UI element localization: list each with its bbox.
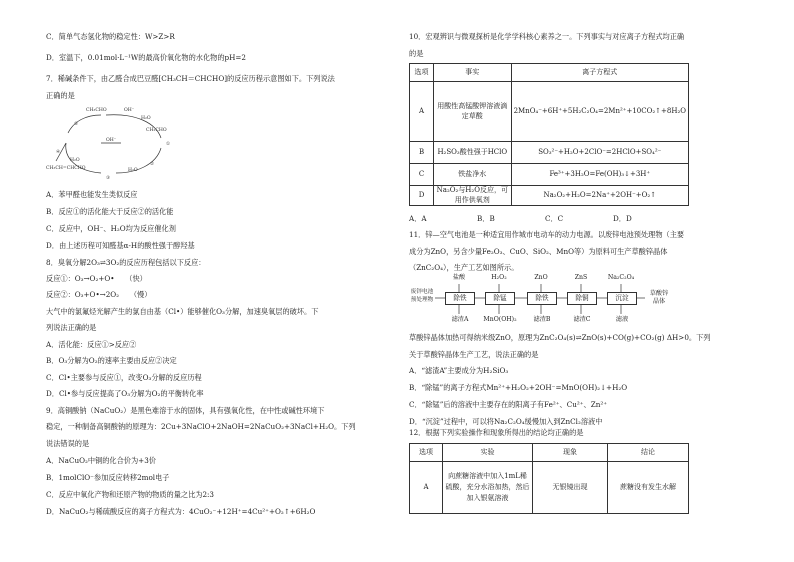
q10-table [409,63,689,206]
reaction-mechanism-diagram [46,103,196,183]
q9-option-a: A．NaCuO₂中铜的化合价为+3价 [46,456,156,465]
q10-option-c: C．C [545,214,564,223]
q12-header-phenomenon: 现象 [533,444,608,462]
diag-step-4: ④ [56,150,61,155]
q11-option-b: B．“除锰”的离子方程式Mn²⁺+H₂O₂+2OH⁻=MnO(OH)₂↓+H₂O [409,383,628,392]
q12-cell: 蔗糖没有发生水解 [608,462,689,514]
q11-text-1: 草酸锌晶体加热可得纳米级ZnO，原理为ZnC₂O₄(s)⇌ZnO(s)+CO(g)+CO₂(g) ΔH>0。下列 [409,333,711,342]
diag-label-enolate: CH₂CHO [146,128,167,133]
diag-label-h2o-2: H₂O [128,168,138,173]
q7-option-c: C．反应中，OH⁻、H₂O均为反应催化剂 [46,224,176,233]
q10-row-d [410,186,689,206]
q10-stem-2: 的是 [409,49,424,58]
q12-table [409,443,689,514]
q10-stem-1: 10．宏观辨识与微观探析是化学学科核心素养之一。下列事实与对应离子方程式均正确 [409,32,685,41]
q9-option-d: D．NaCuO₂与稀硫酸反应的离子方程式为：4CuO₂⁻+12H⁺=4Cu²⁺+O₂↑+6H₂O [46,507,316,516]
q10-option-a: A．A [409,214,427,223]
q9-stem-1: 9．高铜酸钠（NaCuO₂）是黑色难溶于水的固体，具有强氧化性，在中性或碱性环境下 [46,406,325,415]
flow-filtrate: 滤液 [615,316,629,323]
q10-cell: B [410,142,434,164]
q10-cell: H₂SO₃酸性强于HClO [434,142,512,164]
q8-stem: 8．臭氧分解2O₃⇌3O₂的反应历程包括以下反应： [46,258,206,267]
q12-cell: A [410,462,443,514]
q10-cell: 铁盐净水 [434,164,512,186]
flow-residue-b: 滤渣B [533,316,551,323]
q10-cell: 用酸性高锰酸钾溶液滴定草酸 [434,82,512,142]
q10-option-d: D．D [613,214,632,223]
q10-header-equation: 离子方程式 [511,64,688,82]
q9-stem-2: 稳定，一种制备高铜酸钠的原理为：2Cu+3NaClO+2NaOH=2NaCuO₂+3NaCl+H₂O。下列 [46,422,356,431]
q12-header-option: 选项 [410,444,443,462]
diag-step-1: ① [166,142,171,147]
diag-step-5: ⑤ [74,122,79,127]
flow-reagent-hcl: 盐酸 [452,274,466,281]
diag-label-oh-2: OH⁻ [106,138,117,143]
diag-label-h2o-3: H₂O [70,158,80,163]
flow-step-1: 除铁 [445,292,475,305]
q10-header-option: 选项 [410,64,434,82]
q12-cell: 无银镜出现 [533,462,608,514]
q11-stem-2: 成分为ZnO，另含少量Fe₂O₃、CuO、SiO₂、MnO等）为原料可生产草酸锌晶体 [409,247,668,256]
diag-step-2: ② [150,162,155,167]
q6-option-d: D．室温下，0.01mol·L⁻¹W的最高价氧化物的水化物的pH=2 [46,53,246,62]
q7-option-a: A．苯甲醛也能发生类似反应 [46,190,138,199]
q8-reaction-1: 反应①：O₃→O₂+O• （快） [46,274,147,283]
diag-label-crotonaldehyde: CH₃CH=CHCHO [46,166,86,171]
q10-option-b: B．B [477,214,495,223]
q8-option-d: D．Cl•参与反应提高了O₃分解为O₂的平衡转化率 [46,389,204,398]
diag-step-3: ③ [106,176,111,181]
flow-residue-mno: MnO(OH)₂ [483,316,517,323]
q11-stem-1: 11．锌—空气电池是一种适宜用作城市电动车的动力电源。以废锌电池预处理物（主要 [409,230,685,239]
q8-reaction-2: 反应②：O₃+O•→2O₂ （慢） [46,290,152,299]
process-flow-diagram [409,274,709,329]
flow-step-4: 除铜 [567,292,597,305]
q10-cell: SO₃²⁻+H₂O+2ClO⁻=2HClO+SO₄²⁻ [511,142,688,164]
q10-cell: Fe³⁺+3H₂O=Fe(OH)₃↓+3H⁺ [511,164,688,186]
q10-cell: Na₂O₂+H₂O=2Na⁺+2OH⁻+O₂↑ [511,186,688,206]
flow-step-2: 除锰 [485,292,515,305]
flow-reagent-zns: ZnS [574,274,588,281]
q11-option-c: C．“除锰”后的溶液中主要存在的阳离子有Fe²⁺、Cu²⁺、Zn²⁺ [409,400,608,409]
flow-source: 废锌电池预处理物 [410,289,434,303]
q8-option-a: A．活化能：反应①>反应② [46,340,137,349]
q7-stem-1: 7．稀碱条件下，由乙醛合成巴豆醛[CH₃CH＝CHCHO]的反应历程示意图如下。下列说法 [46,74,335,83]
q7-option-b: B．反应①的活化能大于反应②的活化能 [46,207,174,216]
q10-header-fact: 事实 [434,64,512,82]
flow-reagent-zno: ZnO [534,274,548,281]
q12-stem-text: 12．根据下列实验操作和现象所得出的结论均正确的是 [409,428,584,437]
q8-option-b: B．O₃分解为O₂的速率主要由反应②决定 [46,356,177,365]
q10-cell: C [410,164,434,186]
q6-option-c: C．简单气态氢化物的稳定性：W>Z>R [46,32,175,41]
diag-label-h2o-1: H₂O [141,116,151,121]
q10-cell: Na₂O₂与H₂O反应，可用作供氧剂 [434,186,512,206]
q10-cell: 2MnO₄⁻+6H⁺+5H₂C₂O₄=2Mn²⁺+10CO₂↑+8H₂O [511,82,688,142]
q11-option-d: D．“沉淀”过程中，可以将Na₂C₂O₄缓慢加入到ZnCl₂溶液中 [409,417,603,426]
q9-stem-3: 说法错误的是 [46,439,90,448]
q10-row-a [410,82,689,142]
q9-option-c: C．反应中氧化产物和还原产物的物质的量之比为2:3 [46,490,215,499]
q11-option-a: A．“滤渣A”主要成分为H₂SiO₃ [409,366,509,375]
diag-label-acetaldehyde: CH₃CHO [86,108,107,113]
q11-text-2: 关于草酸锌晶体生产工艺，说法正确的是 [409,350,539,359]
q10-row-c [410,164,689,186]
flow-reagent-h2o2: H₂O₂ [491,274,507,281]
q12-cell: 向蔗糖溶液中加入1mL稀硫酸，充分水浴加热，然后加入银氨溶液 [443,462,533,514]
q9-option-b: B．1molClO⁻参加反应转移2mol电子 [46,473,170,482]
q7-stem-2: 正确的是 [46,91,75,100]
q7-option-d: D．由上述历程可知醛基α-H的酸性强于醇羟基 [46,241,195,250]
flow-reagent-na2c2o4: Na₂C₂O₄ [607,274,635,281]
q10-row-b [410,142,689,164]
q8-context-2: 列说法正确的是 [46,323,97,332]
q10-cell: A [410,82,434,142]
q12-header-conclusion: 结论 [608,444,689,462]
flow-residue-c: 滤渣C [573,316,591,323]
q10-cell: D [410,186,434,206]
diag-label-oh-1: OH⁻ [124,108,135,113]
q8-context-1: 大气中的氯氟烃光解产生的氯自由基（Cl•）能够催化O₃分解，加速臭氧层的破坏。下 [46,307,319,316]
flow-residue-a: 滤渣A [451,316,469,323]
flow-product: 草酸锌晶体 [649,290,669,305]
flow-step-3: 除铁 [527,292,557,305]
q12-row-a [410,462,689,514]
q11-stem-3: （ZnC₂O₄），生产工艺如图所示。 [409,263,519,272]
q12-header-experiment: 实验 [443,444,533,462]
flow-step-5: 沉淀 [607,292,637,305]
q8-option-c: C．Cl•主要参与反应①，改变O₃分解的反应历程 [46,373,202,382]
